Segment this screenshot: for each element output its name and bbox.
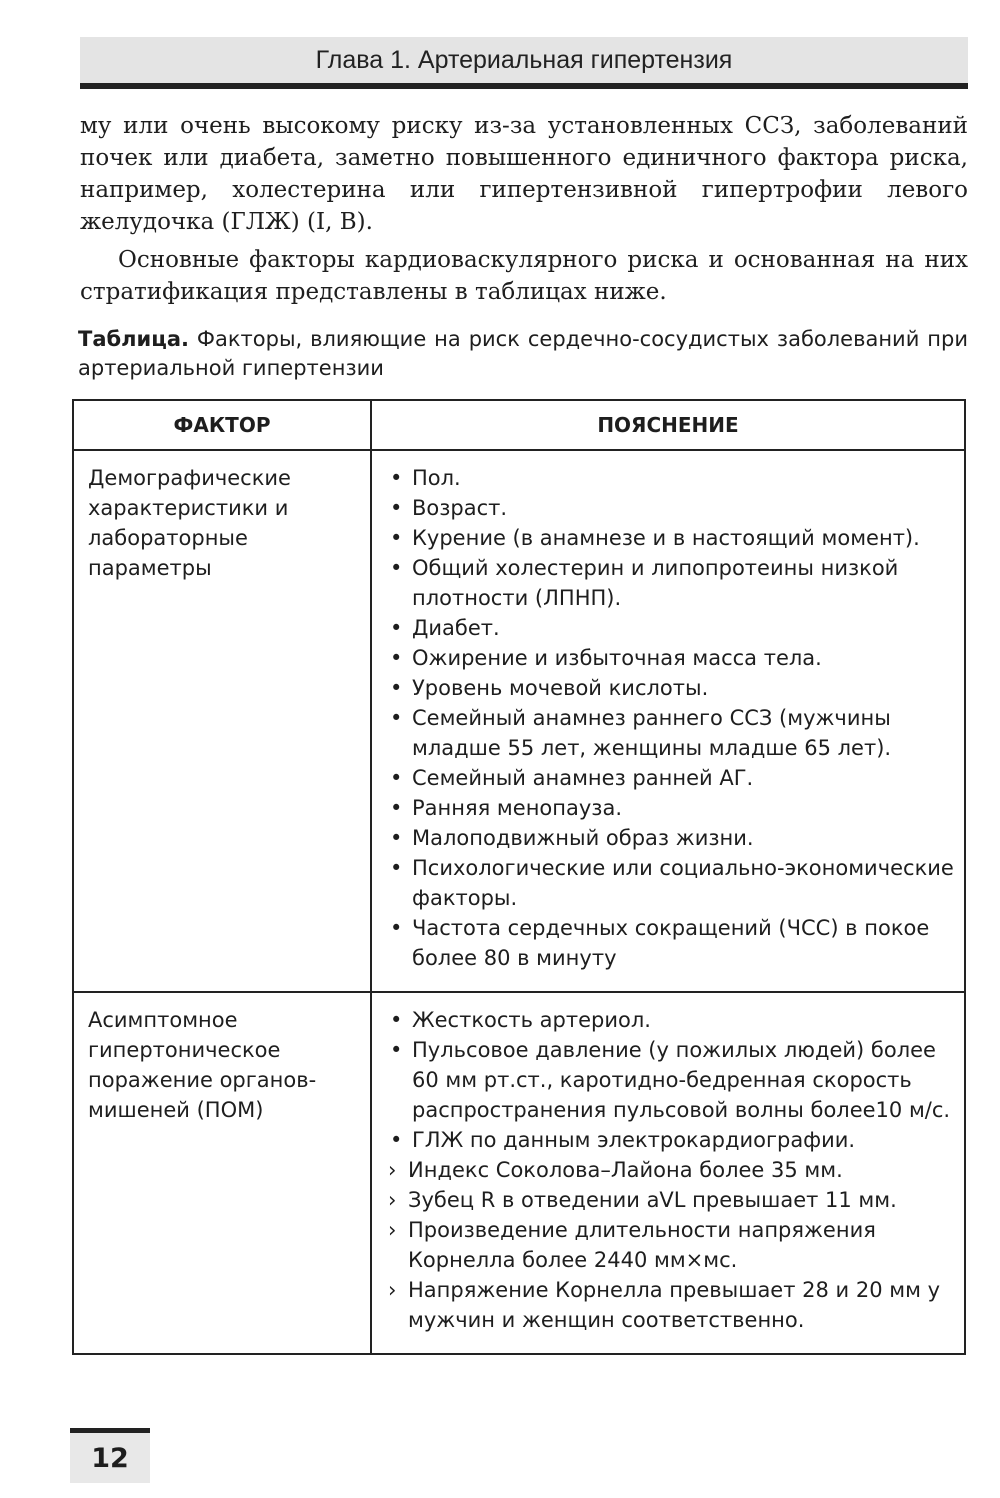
list-item: • Пол. [384,463,956,493]
paragraph-2: Основные факторы кардиоваскулярного риска и основанная на них стратификация представлены в таблицах ниже. [80,247,968,305]
header-explanation: ПОЯСНЕНИЕ [371,400,965,450]
sub-list-item: › Напряжение Корнелла превышает 28 и 20 мм у мужчин и женщин соответственно. [384,1275,956,1335]
list-item: • Общий холестерин и липопротеины низкой плотности (ЛПНП). [384,553,956,613]
list-item: • Малоподвижный образ жизни. [384,823,956,853]
table-row [73,992,965,1354]
page-number [70,1428,150,1483]
list-item: • Жесткость артериол. [384,1005,956,1035]
list-item: • Возраст. [384,493,956,523]
bullet-list [384,463,956,973]
bullet-list [384,1005,956,1155]
sub-list [384,1155,956,1335]
sub-list-item: › Индекс Соколова–Лайона более 35 мм. [384,1155,956,1185]
table-header-row [73,400,965,450]
list-item: • Психологические или социально-экономические факторы. [384,853,956,913]
header-factor: ФАКТОР [73,400,371,450]
table-row [73,450,965,992]
body-text [80,110,968,308]
explanation-cell [371,450,965,992]
list-item: • Диабет. [384,613,956,643]
list-item: • ГЛЖ по данным электрокардиографии. [384,1125,956,1155]
list-item: • Частота сердечных сокращений (ЧСС) в покое более 80 в минуту [384,913,956,973]
chapter-title: Глава 1. Артериальная гипертензия [315,45,733,74]
factor-cell: Демографические характеристики и лабораторные параметры [73,450,371,992]
caption-text: Факторы, влияющие на риск сердечно-сосудистых заболеваний при артериальной гипертензии [78,327,968,380]
list-item: • Ожирение и избыточная масса тела. [384,643,956,673]
page-number-text: 12 [91,1442,129,1474]
list-item: • Уровень мочевой кислоты. [384,673,956,703]
list-item: • Семейный анамнез ранней АГ. [384,763,956,793]
sub-list-item: › Произведение длительности напряжения Корнелла более 2440 мм×мс. [384,1215,956,1275]
explanation-cell [371,992,965,1354]
list-item: • Ранняя менопауза. [384,793,956,823]
risk-factors-table [72,399,966,1355]
list-item: • Курение (в анамнезе и в настоящий момент). [384,523,956,553]
caption-label: Таблица. [78,327,189,351]
factor-cell: Асимптомное гипертоническое поражение органов-мишеней (ПОМ) [73,992,371,1354]
sub-list-item: › Зубец R в отведении aVL превышает 11 мм. [384,1185,956,1215]
list-item: • Семейный анамнез раннего ССЗ (мужчины младше 55 лет, женщины младше 65 лет). [384,703,956,763]
running-header [80,37,968,89]
list-item: • Пульсовое давление (у пожилых людей) более 60 мм рт.ст., каротидно-бедренная скорость распространения пульсовой волны более10 м/с. [384,1035,956,1125]
table-caption [78,325,968,383]
paragraph-1: му или очень высокому риску из-за установленных ССЗ, заболеваний почек или диабета, заметно повышенного единичного фактора риска, например, холестерина или гипертензивной гипертрофии левого желудочка (ГЛЖ) (I, B). [80,113,968,235]
